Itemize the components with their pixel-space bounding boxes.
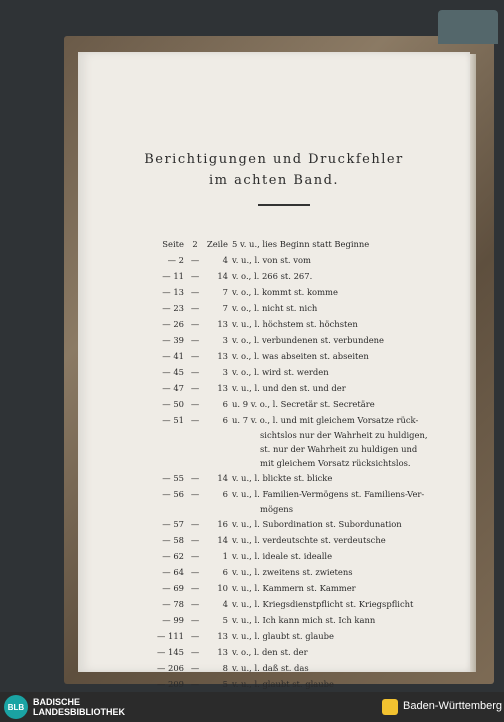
blb-logo-icon[interactable]: BLB xyxy=(4,695,28,719)
errata-separator: — xyxy=(190,551,200,561)
errata-row xyxy=(78,564,470,580)
errata-page: — 55 xyxy=(162,473,184,483)
errata-separator: — xyxy=(190,271,200,281)
errata-separator: — xyxy=(190,367,200,377)
errata-row xyxy=(78,380,470,396)
errata-continuation-text: st. nur der Wahrheit zu huldigen und xyxy=(260,444,418,454)
errata-row xyxy=(78,364,470,380)
errata-row xyxy=(78,486,470,502)
errata-page: — 57 xyxy=(162,519,184,529)
errata-row xyxy=(78,236,470,252)
errata-line: 4 xyxy=(222,255,228,265)
errata-page: — 26 xyxy=(162,319,184,329)
errata-separator: — xyxy=(190,631,200,641)
errata-line: 13 xyxy=(217,383,228,393)
state-name[interactable]: Baden-Württemberg xyxy=(403,700,503,712)
errata-correction: v. o., l. 266 st. 267. xyxy=(232,271,313,281)
errata-separator: — xyxy=(190,615,200,625)
errata-page: — 11 xyxy=(162,271,184,281)
errata-line: 13 xyxy=(217,631,228,641)
errata-page: — 2 xyxy=(167,255,184,265)
errata-page: Seite xyxy=(162,239,184,249)
errata-line: 3 xyxy=(222,367,228,377)
errata-row xyxy=(78,470,470,486)
errata-correction: v. u., l. Familien-Vermögens st. Familiens-Ver- xyxy=(232,489,425,499)
errata-line: 6 xyxy=(222,415,228,425)
errata-row xyxy=(78,252,470,268)
errata-line: 14 xyxy=(217,271,228,281)
page-title: Berichtigungen und Druckfehler xyxy=(144,152,404,167)
errata-continuation xyxy=(78,428,470,442)
title-rule xyxy=(258,204,310,206)
errata-row xyxy=(78,628,470,644)
errata-row xyxy=(78,644,470,660)
errata-continuation xyxy=(78,456,470,470)
errata-page: — 56 xyxy=(162,489,184,499)
errata-continuation xyxy=(78,502,470,516)
errata-row xyxy=(78,516,470,532)
errata-page: — 58 xyxy=(162,535,184,545)
errata-page: — 99 xyxy=(162,615,184,625)
errata-separator: — xyxy=(190,383,200,393)
footer-bar xyxy=(0,692,504,722)
errata-line: 5 xyxy=(222,615,228,625)
errata-line: 4 xyxy=(222,599,228,609)
errata-separator: — xyxy=(190,287,200,297)
library-name-line1: BADISCHE xyxy=(33,697,81,707)
errata-correction: v. u., l. Kammern st. Kammer xyxy=(232,583,356,593)
errata-correction: v. u., l. glaubt st. glaube xyxy=(232,679,334,689)
errata-page: — 13 xyxy=(162,287,184,297)
errata-correction: v. u., l. daß st. das xyxy=(232,663,309,673)
errata-continuation-text: sichtslos nur der Wahrheit zu huldigen, xyxy=(260,430,428,440)
errata-separator: — xyxy=(190,519,200,529)
errata-correction: v. u., l. Subordination st. Subordunation xyxy=(232,519,402,529)
errata-separator: — xyxy=(190,567,200,577)
errata-separator: — xyxy=(190,679,200,689)
errata-row xyxy=(78,396,470,412)
errata-line: 1 xyxy=(222,551,228,561)
errata-correction: v. u., l. von st. vom xyxy=(232,255,311,265)
errata-correction: v. u., l. Ich kann mich st. Ich kann xyxy=(232,615,376,625)
errata-row xyxy=(78,596,470,612)
errata-row xyxy=(78,580,470,596)
errata-row xyxy=(78,532,470,548)
errata-line: 10 xyxy=(217,583,228,593)
errata-separator: — xyxy=(190,415,200,425)
errata-page: — 47 xyxy=(162,383,184,393)
errata-page: — 145 xyxy=(156,647,184,657)
errata-row xyxy=(78,548,470,564)
errata-page: — 209 xyxy=(156,679,184,689)
errata-separator: — xyxy=(190,489,200,499)
page-edge xyxy=(470,54,476,672)
errata-separator: — xyxy=(190,255,200,265)
errata-correction: v. u., l. und den st. und der xyxy=(232,383,346,393)
errata-page: — 41 xyxy=(162,351,184,361)
errata-page: — 45 xyxy=(162,367,184,377)
errata-page: — 62 xyxy=(162,551,184,561)
errata-correction: v. o., l. wird st. werden xyxy=(232,367,329,377)
errata-separator: — xyxy=(190,351,200,361)
errata-correction: v. u., l. höchstem st. höchsten xyxy=(232,319,358,329)
errata-page: — 39 xyxy=(162,335,184,345)
errata-correction: v. u., l. glaubt st. glaube xyxy=(232,631,334,641)
errata-page: — 69 xyxy=(162,583,184,593)
errata-page: — 206 xyxy=(156,663,184,673)
errata-line: 14 xyxy=(217,535,228,545)
errata-line: 13 xyxy=(217,319,228,329)
errata-correction: v. o., l. kommt st. komme xyxy=(232,287,338,297)
library-name-line2: LANDESBIBLIOTHEK xyxy=(33,707,125,717)
errata-separator: — xyxy=(190,335,200,345)
errata-row xyxy=(78,316,470,332)
next-page-edge xyxy=(438,10,498,44)
errata-row xyxy=(78,660,470,676)
errata-line: 6 xyxy=(222,399,228,409)
errata-separator: — xyxy=(190,319,200,329)
errata-row xyxy=(78,284,470,300)
errata-correction: v. u., l. blickte st. blicke xyxy=(232,473,333,483)
errata-correction: v. o., l. den st. der xyxy=(232,647,308,657)
errata-page: — 111 xyxy=(156,631,184,641)
errata-separator: — xyxy=(190,473,200,483)
errata-list xyxy=(78,236,470,692)
errata-page: — 50 xyxy=(162,399,184,409)
baden-wuerttemberg-crest-icon xyxy=(382,699,398,715)
errata-correction: v. o., l. verbundenen st. verbundene xyxy=(232,335,385,345)
page-subtitle: im achten Band. xyxy=(208,173,340,188)
errata-correction: v. o., l. was abseiten st. abseiten xyxy=(232,351,369,361)
errata-row xyxy=(78,612,470,628)
errata-line: 13 xyxy=(217,647,228,657)
errata-row xyxy=(78,412,470,428)
errata-correction: v. u., l. Kriegsdienstpflicht st. Kriegspflicht xyxy=(232,599,414,609)
errata-line: 16 xyxy=(217,519,228,529)
errata-line: 8 xyxy=(222,663,228,673)
errata-line: 14 xyxy=(217,473,228,483)
errata-line: 7 xyxy=(222,303,228,313)
errata-line: 6 xyxy=(222,567,228,577)
errata-separator: — xyxy=(190,399,200,409)
errata-separator: — xyxy=(190,535,200,545)
errata-line: 5 xyxy=(222,679,228,689)
errata-correction: v. u., l. zweitens st. zwietens xyxy=(232,567,353,577)
library-name[interactable] xyxy=(33,697,125,717)
errata-line: 7 xyxy=(222,287,228,297)
errata-continuation-text: mit gleichem Vorsatz rücksichtslos. xyxy=(260,458,411,468)
errata-page: — 78 xyxy=(162,599,184,609)
errata-correction: v. u., l. ideale st. idealle xyxy=(232,551,333,561)
errata-correction: u. 7 v. o., l. und mit gleichem Vorsatze rück- xyxy=(232,415,419,425)
errata-row xyxy=(78,348,470,364)
errata-row xyxy=(78,300,470,316)
errata-line: Zeile xyxy=(206,239,228,249)
errata-page: — 64 xyxy=(162,567,184,577)
errata-page: — 23 xyxy=(162,303,184,313)
errata-row xyxy=(78,676,470,692)
errata-row xyxy=(78,332,470,348)
errata-correction: v. u., l. verdeutschte st. verdeutsche xyxy=(232,535,386,545)
errata-separator: — xyxy=(190,647,200,657)
errata-separator: — xyxy=(190,583,200,593)
errata-line: 13 xyxy=(217,351,228,361)
errata-correction: u. 9 v. o., l. Secretär st. Secretäre xyxy=(232,399,375,409)
errata-row xyxy=(78,268,470,284)
errata-correction: 5 v. u., lies Beginn statt Beginne xyxy=(232,239,370,249)
errata-page: — 51 xyxy=(162,415,184,425)
errata-separator: — xyxy=(190,663,200,673)
errata-line: 6 xyxy=(222,489,228,499)
errata-line: 3 xyxy=(222,335,228,345)
errata-separator: — xyxy=(190,303,200,313)
errata-continuation xyxy=(78,442,470,456)
book-page xyxy=(78,52,470,689)
errata-correction: v. o., l. nicht st. nich xyxy=(232,303,318,313)
errata-separator: 2 xyxy=(192,239,198,249)
errata-continuation-text: mögens xyxy=(260,504,293,514)
errata-separator: — xyxy=(190,599,200,609)
